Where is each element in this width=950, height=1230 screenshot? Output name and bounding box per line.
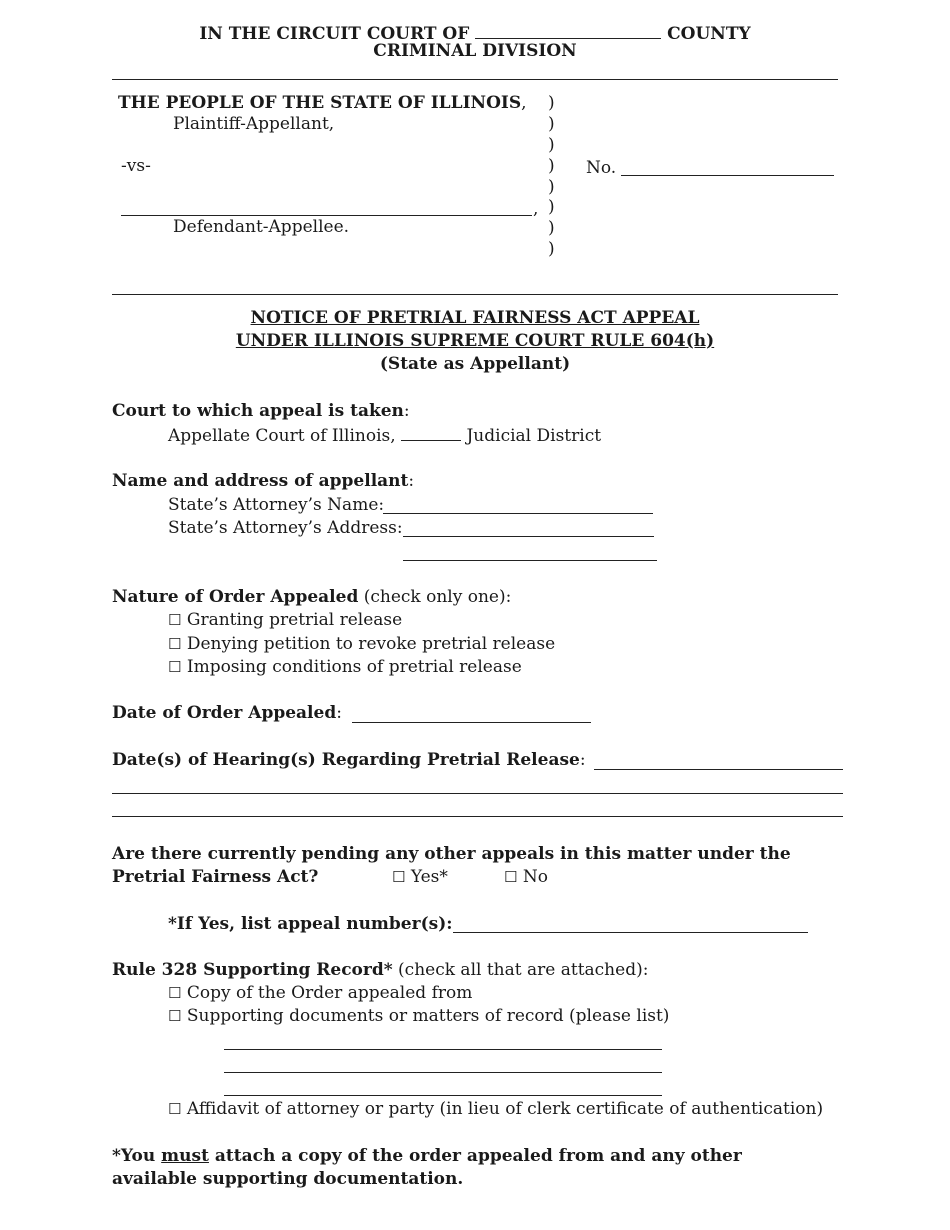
- rule328-heading: [112, 959, 648, 982]
- date-order-heading: [112, 702, 342, 725]
- attorney-name-label: State’s Attorney’s Name:: [168, 495, 385, 515]
- rule328-option-label: Supporting documents or matters of record (please list): [186, 1006, 670, 1026]
- appellant-label: Name and address of appellant: [112, 471, 409, 491]
- defendant-role: Defendant-Appellee.: [173, 217, 350, 237]
- caption-paren: ): [548, 93, 555, 113]
- nature-note: (check only one):: [363, 587, 512, 607]
- district-number-blank[interactable]: [401, 423, 461, 441]
- judicial-district-text: Judicial District: [466, 426, 602, 446]
- attorney-name-blank[interactable]: [383, 513, 653, 514]
- case-number-blank[interactable]: [621, 175, 834, 176]
- pending-no-label: No: [522, 867, 548, 887]
- date-order-blank[interactable]: [352, 722, 591, 723]
- checkbox-icon[interactable]: ☐: [168, 658, 182, 676]
- footer-part2: attach a copy of the order appealed from and any other: [208, 1146, 742, 1166]
- title-line-1: NOTICE OF PRETRIAL FAIRNESS ACT APPEAL: [250, 308, 700, 328]
- caption-paren: ): [548, 114, 555, 134]
- footer-note-line-1: [112, 1145, 742, 1168]
- rule328-option-affidavit[interactable]: [168, 1098, 823, 1121]
- attorney-address-blank-2[interactable]: [403, 560, 657, 561]
- attorney-address-blank-1[interactable]: [403, 536, 654, 537]
- rule328-note: (check all that are attached):: [398, 960, 649, 980]
- defendant-comma: ,: [533, 199, 539, 219]
- caption-paren: ): [548, 239, 555, 259]
- hearing-blank-2[interactable]: [112, 793, 843, 794]
- hearing-blank-3[interactable]: [112, 816, 843, 817]
- nature-option-granting[interactable]: [168, 609, 402, 632]
- court-appeal-label: Court to which appeal is taken: [112, 401, 404, 421]
- plaintiff-name-text: THE PEOPLE OF THE STATE OF ILLINOIS: [118, 93, 522, 113]
- court-suffix: COUNTY: [667, 24, 751, 44]
- caption-paren: ): [548, 218, 555, 238]
- nature-option-denying[interactable]: [168, 633, 555, 656]
- hearing-heading: [112, 749, 586, 772]
- versus-text: -vs-: [121, 156, 151, 176]
- pending-question-line-1: Are there currently pending any other appeals in this matter under the: [112, 844, 791, 864]
- supporting-docs-blank-2[interactable]: [224, 1072, 662, 1073]
- title-line-2: UNDER ILLINOIS SUPREME COURT RULE 604(h): [235, 331, 715, 351]
- plaintiff-role: Plaintiff-Appellant,: [173, 114, 335, 134]
- division-header: CRIMINAL DIVISION: [373, 41, 577, 61]
- footer-must: must: [161, 1146, 209, 1166]
- nature-option-imposing[interactable]: [168, 656, 522, 679]
- appeal-numbers-blank[interactable]: [453, 932, 808, 933]
- attorney-address-label: State’s Attorney’s Address:: [168, 518, 403, 538]
- checkbox-icon[interactable]: ☐: [504, 868, 518, 886]
- checkbox-icon[interactable]: ☐: [168, 635, 182, 653]
- case-number-label: No.: [586, 158, 617, 178]
- nature-option-label: Denying petition to revoke pretrial release: [186, 634, 556, 654]
- checkbox-icon[interactable]: ☐: [168, 1100, 182, 1118]
- nature-option-label: Granting pretrial release: [186, 610, 403, 630]
- appellant-colon: :: [408, 471, 415, 491]
- nature-option-label: Imposing conditions of pretrial release: [186, 657, 522, 677]
- hearing-label: Date(s) of Hearing(s) Regarding Pretrial Release: [112, 750, 580, 770]
- date-order-colon: :: [336, 703, 342, 723]
- nature-heading: [112, 586, 511, 609]
- caption-paren: ): [548, 177, 555, 197]
- pending-no-option[interactable]: [504, 866, 548, 889]
- rule328-affidavit-label: Affidavit of attorney or party (in lieu of clerk certificate of authentication): [186, 1099, 824, 1119]
- court-appeal-line: [168, 423, 601, 448]
- plaintiff-comma: ,: [521, 93, 527, 113]
- caption-paren: ): [548, 135, 555, 155]
- if-yes-label: *If Yes, list appeal number(s):: [168, 914, 453, 934]
- rule328-label: Rule 328 Supporting Record*: [112, 960, 393, 980]
- footer-note-line-2: available supporting documentation.: [112, 1169, 464, 1189]
- rule328-option-label: Copy of the Order appealed from: [186, 983, 473, 1003]
- rule328-option-supporting-docs[interactable]: [168, 1005, 669, 1028]
- caption-divider: [112, 294, 838, 295]
- caption-paren: ): [548, 156, 555, 176]
- hearing-colon: :: [579, 750, 586, 770]
- pending-yes-option[interactable]: [392, 866, 448, 889]
- header-divider: [112, 79, 838, 80]
- court-appeal-heading: [112, 400, 410, 423]
- county-blank[interactable]: [475, 21, 661, 39]
- checkbox-icon[interactable]: ☐: [168, 984, 182, 1002]
- hearing-blank-1[interactable]: [594, 769, 843, 770]
- pending-yes-label: Yes*: [410, 867, 448, 887]
- appellant-heading: [112, 470, 414, 493]
- appellate-court-text: Appellate Court of Illinois,: [168, 426, 396, 446]
- title-line-3: (State as Appellant): [379, 354, 571, 374]
- supporting-docs-blank-3[interactable]: [224, 1095, 662, 1096]
- checkbox-icon[interactable]: ☐: [168, 611, 182, 629]
- footer-part1: *You: [112, 1146, 162, 1166]
- caption-paren: ): [548, 197, 555, 217]
- checkbox-icon[interactable]: ☐: [168, 1007, 182, 1025]
- rule328-option-order-copy[interactable]: [168, 982, 472, 1005]
- supporting-docs-blank-1[interactable]: [224, 1049, 662, 1050]
- date-order-label: Date of Order Appealed: [112, 703, 337, 723]
- checkbox-icon[interactable]: ☐: [392, 868, 406, 886]
- pending-question-line-2: Pretrial Fairness Act?: [112, 867, 319, 887]
- plaintiff-name: [118, 92, 527, 115]
- nature-label: Nature of Order Appealed: [112, 587, 359, 607]
- court-prefix: IN THE CIRCUIT COURT OF: [199, 24, 470, 44]
- court-appeal-colon: :: [403, 401, 410, 421]
